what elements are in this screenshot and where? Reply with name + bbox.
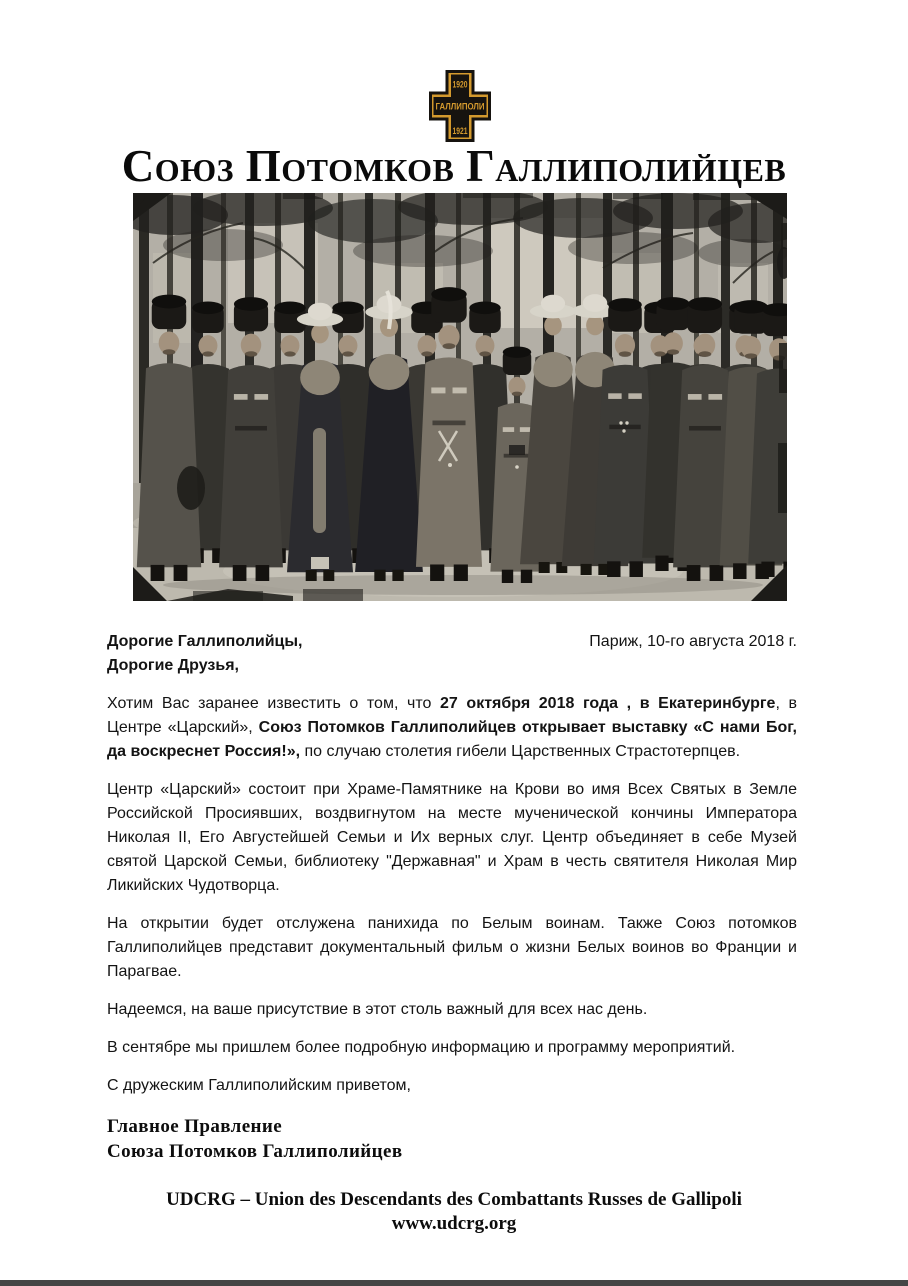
salutation-line-1: Дорогие Галлиполийцы,: [107, 633, 303, 650]
salutation-line-2: Дорогие Друзья,: [107, 657, 239, 674]
p1-exhibition-bold: Союз Потомков Галлиполийцев открывает выставку «С нами Бог, да воскреснет Россия!»,: [107, 719, 797, 760]
signature-line-1: Главное Правление: [107, 1116, 283, 1137]
paragraph-announcement: [107, 692, 797, 764]
paragraph-september: В сентябре мы пришлем более подробную информацию и программу мероприятий.: [107, 1039, 736, 1056]
dateline: Париж, 10-го августа 2018 г.: [589, 633, 797, 650]
logo-name: ГАЛЛИПОЛИ: [435, 101, 485, 112]
paragraph-regards: С дружеским Галлиполийским приветом,: [107, 1077, 411, 1094]
salutations: [107, 630, 303, 678]
historic-group-photo: [133, 193, 787, 601]
p1-text: Хотим Вас заранее известить о том, что: [107, 695, 441, 712]
paragraph-hope: Надеемся, на ваше присутствие в этот столь важный для всех нас день.: [107, 1001, 648, 1018]
footer-org-name: UDCRG – Union des Descendants des Combattants Russes de Gallipoli: [166, 1189, 742, 1210]
logo-year-bottom: 1921: [452, 126, 468, 136]
gallipoli-cross-icon: [429, 70, 491, 142]
signature-line-2: Союза Потомков Галлиполийцев: [107, 1141, 403, 1162]
paragraph-panikhida: На открытии будет отслужена панихида по Белым воинам. Также Союз потомков Галлиполийцев представит документальный фильм о жизни Белых воинов во Франции и Парагвае.: [107, 915, 797, 980]
letter-body: [107, 630, 797, 1164]
paragraph-center-tsarsky: Центр «Царский» состоит при Храме-Памятнике на Крови во имя Всех Святых в Земле Российской Просиявших, воздвигнутом на месте мученической кончины Императора Николая II, Его Августейшей Семьи и Их верных слуг. Центр объединяет в себе Музей святой Царской Семьи, библиотеку "Державная" и Храм в честь святителя Николая Мир Ликийских Чудотворца.: [107, 781, 797, 894]
salutation-row: [107, 630, 797, 678]
logo-year-top: 1920: [452, 79, 468, 90]
letter-footer: [0, 1188, 908, 1236]
p1-date-bold: 27 октября 2018 года , в Екатеринбурге: [440, 695, 776, 712]
window-bottom-edge: [0, 1280, 908, 1286]
page-title: Союз Потомков Галлиполийцев: [121, 141, 787, 191]
signature-block: [107, 1114, 797, 1164]
gallipoli-cross-logo: [429, 70, 491, 142]
p1-text: по случаю столетия гибели Царственных Страстотерпцев.: [300, 743, 741, 760]
footer-website: www.udcrg.org: [391, 1213, 517, 1234]
p1-text: , в Центре «Царский»,: [107, 695, 797, 736]
